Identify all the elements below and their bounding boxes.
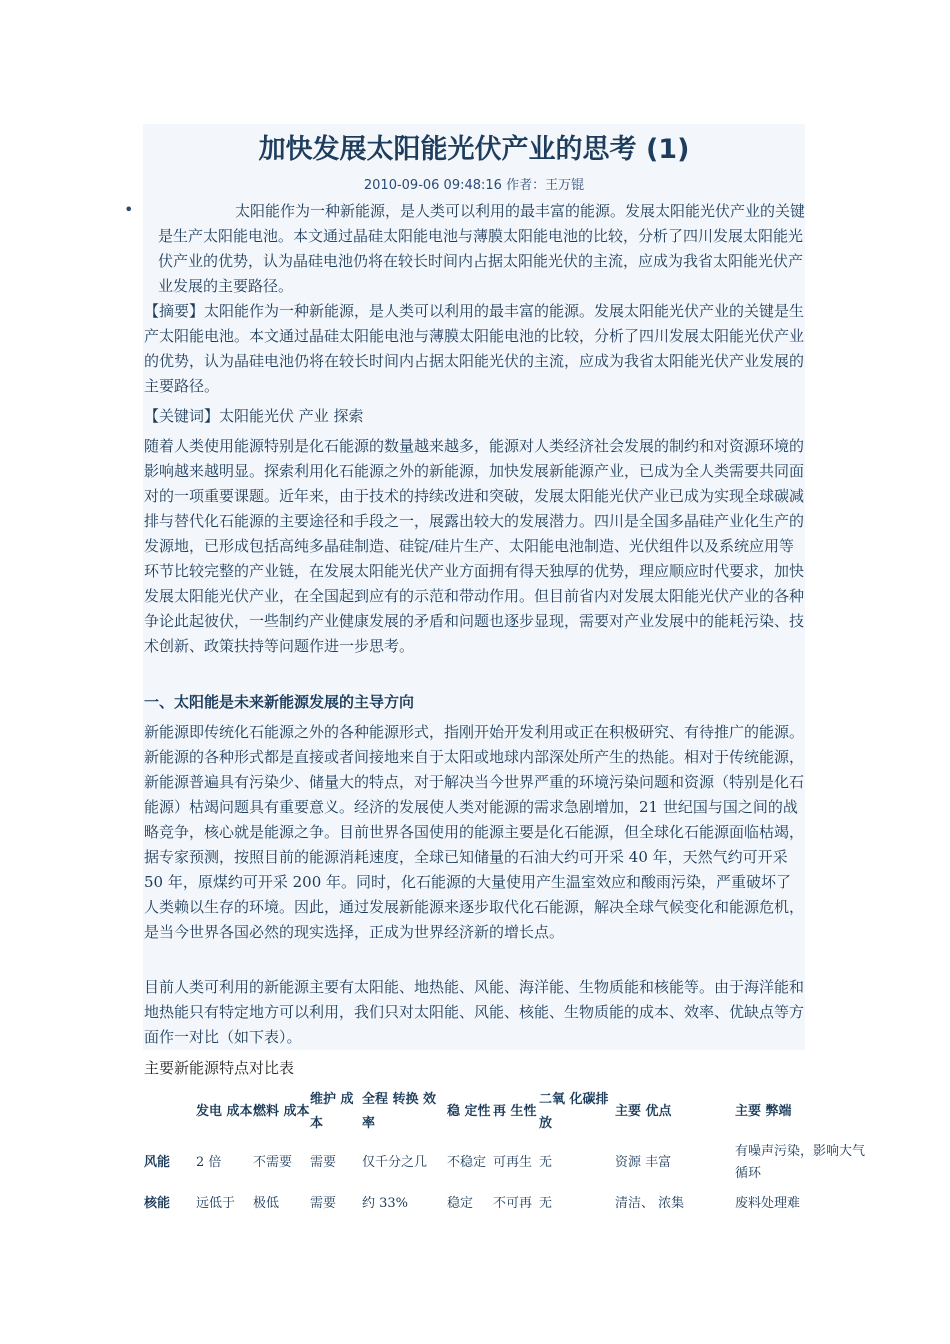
article-meta bbox=[143, 176, 805, 196]
publish-date: 2010-09-06 09:48:16 bbox=[363, 178, 502, 193]
section1-paragraph-1: 新能源即传统化石能源之外的各种能源形式，指刚开始开发利用或正在积极研究、有待推广的能源。新能源的各种形式都是直接或者间接地来自于太阳或地球内部深处所产生的热能。相对于传统能源，新能源普遍具有污染少、储量大的特点，对于解决当今世界严重的环境污染问题和资源（特别是化石能源）枯竭问题具有重要意义。经济的发展使人类对能源的需求急剧增加，21 世纪国与国之间的战略竞争，核心就是能源之争。目前世界各国使用的能源主要是化石能源，但全球化石能源面临枯竭，据专家预测，按照目前的能源消耗速度，全球已知储量的石油大约可开采 40 年，天然气约可开采 50 年，原煤约可开采 200 年。同时，化石能源的大量使用产生温室效应和酸雨污染，严重破坏了人类赖以生存的环境。因此，通过发展新能源来逐步取代化石能源，解决全球气候变化和能源危机，是当今世界各国必然的现实选择，正成为世界经济新的增长点。 bbox=[144, 723, 805, 941]
table-cell: 约 33% bbox=[362, 1196, 409, 1211]
table-cell: 无 bbox=[539, 1155, 553, 1170]
table-cell: 有噪声污染，影响大气循环 bbox=[735, 1144, 866, 1181]
intro-paragraph: 随着人类使用能源特别是化石能源的数量越来越多，能源对人类经济社会发展的制约和对资源环境的影响越来越明显。探索利用化石能源之外的新能源，加快发展新能源产业，已成为全人类需要共同面对的一项重要课题。近年来，由于技术的持续改进和突破，发展太阳能光伏产业已成为实现全球碳减排与替代化石能源的主要途径和手段之一，展露出较大的发展潜力。四川是全国多晶硅产业化生产的发源地，已形成包括高纯多晶硅制造、硅锭/硅片生产、太阳能电池制造、光伏组件以及系统应用等环节比较完整的产业链，在发展太阳能光伏产业方面拥有得天独厚的优势，理应顺应时代要求，加快发展太阳能光伏产业，在全国起到应有的示范和带动作用。但目前省内对发展太阳能光伏产业的各种争论此起彼伏，一些制约产业健康发展的矛盾和问题也逐步显现，需要对产业发展中的能耗污染、技术创新、政策扶持等问题作进一步思考。 bbox=[144, 437, 805, 655]
abstract-paragraph: 【摘要】太阳能作为一种新能源，是人类可以利用的最丰富的能源。发展太阳能光伏产业的关键是生产太阳能电池。本文通过晶硅太阳能电池与薄膜太阳能电池的比较，分析了四川发展太阳能光伏产业的优势，认为晶硅电池仍将在较长时间内占据太阳能光伏的主流，应成为我省太阳能光伏产业发展的主要路径。 bbox=[144, 302, 805, 395]
lead-paragraph: 太阳能作为一种新能源，是人类可以利用的最丰富的能源。发展太阳能光伏产业的关键是生产太阳能电池。本文通过晶硅太阳能电池与薄膜太阳能电池的比较，分析了四川发展太阳能光伏产业的优势，认为晶硅电池仍将在较长时间内占据太阳能光伏的主流，应成为我省太阳能光伏产业发展的主要路径。 bbox=[158, 202, 806, 295]
table-header-cell: 稳 定性 bbox=[447, 1104, 491, 1119]
table-cell: 废料处理难 bbox=[735, 1196, 801, 1211]
table-header-cell: 燃料 成本 bbox=[253, 1104, 310, 1119]
table-header-cell: 维护 成本 bbox=[310, 1092, 354, 1131]
table-header-cell bbox=[144, 1086, 196, 1136]
table-cell: 清洁、 浓集 bbox=[615, 1196, 685, 1211]
table-cell: 可再生 bbox=[493, 1155, 533, 1170]
table-row bbox=[144, 1190, 875, 1218]
table-header-cell: 主要 弊端 bbox=[735, 1104, 792, 1119]
table-caption: 主要新能源特点对比表 bbox=[144, 1059, 295, 1077]
table-header-row bbox=[144, 1086, 875, 1136]
table-header-cell: 再 生性 bbox=[493, 1104, 537, 1119]
table-row bbox=[144, 1136, 875, 1190]
table-row-header: 风能 bbox=[144, 1155, 171, 1170]
table-cell: 仅千分之几 bbox=[362, 1155, 428, 1170]
table-cell: 需要 bbox=[310, 1155, 337, 1170]
table-header-cell: 发电 成本 bbox=[196, 1104, 253, 1119]
keywords-paragraph: 【关键词】太阳能光伏 产业 探索 bbox=[144, 407, 364, 425]
table-header-cell: 二氧 化碳排放 bbox=[539, 1092, 609, 1131]
table-cell: 不可再 bbox=[493, 1196, 533, 1211]
table-cell: 不需要 bbox=[253, 1155, 293, 1170]
author: 作者：王万锟 bbox=[506, 178, 585, 193]
table-cell: 不稳定 bbox=[447, 1155, 487, 1170]
table-cell: 稳定 bbox=[447, 1196, 474, 1211]
comparison-table bbox=[144, 1086, 875, 1218]
article-title: 加快发展太阳能光伏产业的思考 (1) bbox=[258, 134, 690, 165]
table-cell: 2 倍 bbox=[196, 1155, 222, 1170]
section1-paragraph-2: 目前人类可利用的新能源主要有太阳能、地热能、风能、海洋能、生物质能和核能等。由于海洋能和地热能只有特定地方可以利用，我们只对太阳能、风能、核能、生物质能的成本、效率、优缺点等方面作一对比（如下表）。 bbox=[144, 978, 805, 1046]
table-cell: 远低于 bbox=[196, 1196, 236, 1211]
table-cell: 需要 bbox=[310, 1196, 337, 1211]
bullet-icon: • bbox=[124, 200, 134, 219]
section1-heading: 一、太阳能是未来新能源发展的主导方向 bbox=[144, 693, 415, 711]
table-header-cell: 全程 转换 效率 bbox=[362, 1092, 437, 1131]
table-cell: 资源 丰富 bbox=[615, 1155, 672, 1170]
table-cell: 极低 bbox=[253, 1196, 280, 1211]
table-header-cell: 主要 优点 bbox=[615, 1104, 672, 1119]
table-cell: 无 bbox=[539, 1196, 553, 1211]
table-row-header: 核能 bbox=[144, 1196, 171, 1211]
